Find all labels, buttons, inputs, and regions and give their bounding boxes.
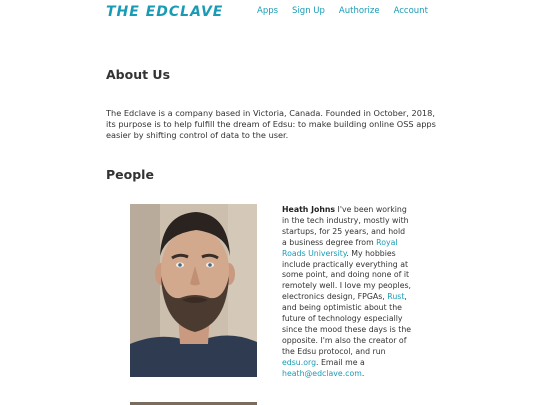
- nav-authorize[interactable]: Authorize: [338, 6, 380, 16]
- person-name: Heath Johns: [282, 205, 336, 214]
- site-logo[interactable]: THE EDCLAVE: [106, 4, 224, 20]
- link-edsu-org[interactable]: edsu.org: [282, 357, 317, 367]
- nav-sign-up[interactable]: Sign Up: [292, 6, 325, 16]
- nav-apps[interactable]: Apps: [257, 6, 279, 16]
- people-heading: People: [106, 167, 154, 182]
- link-rust[interactable]: Rust: [387, 292, 405, 302]
- bio-text-5: .: [361, 368, 365, 378]
- about-heading: About Us: [106, 67, 171, 82]
- bio-text-2: . My hobbies include practically everything at some point, and doing none of it remotely well. I love my peoples, electronics design, FPGAs,: [282, 248, 412, 302]
- link-email[interactable]: heath@edclave.com: [282, 368, 362, 378]
- person-bio: [282, 205, 412, 380]
- site-header: [0, 0, 540, 24]
- person-photo: [130, 204, 257, 377]
- bio-text-1: I've been working in the tech industry, mostly with startups, for 25 years, and hold a business degree from: [282, 205, 409, 247]
- main-nav: [257, 6, 442, 16]
- link-royal-roads[interactable]: Royal Roads University: [282, 237, 398, 258]
- bio-text-3: , and being optimistic about the future of technology especially since the mood these days is the opposite. I'm also the creator of the Edsu protocol, and run: [282, 292, 412, 356]
- bio-text-4: . Email me a: [316, 357, 365, 367]
- about-text: The Edclave is a company based in Victoria, Canada. Founded in October, 2018, its purpose is to help fulfill the dream of Edsu: to make building online OSS apps easier by shifting control of data to the user.: [106, 108, 436, 140]
- nav-account[interactable]: Account: [393, 6, 428, 16]
